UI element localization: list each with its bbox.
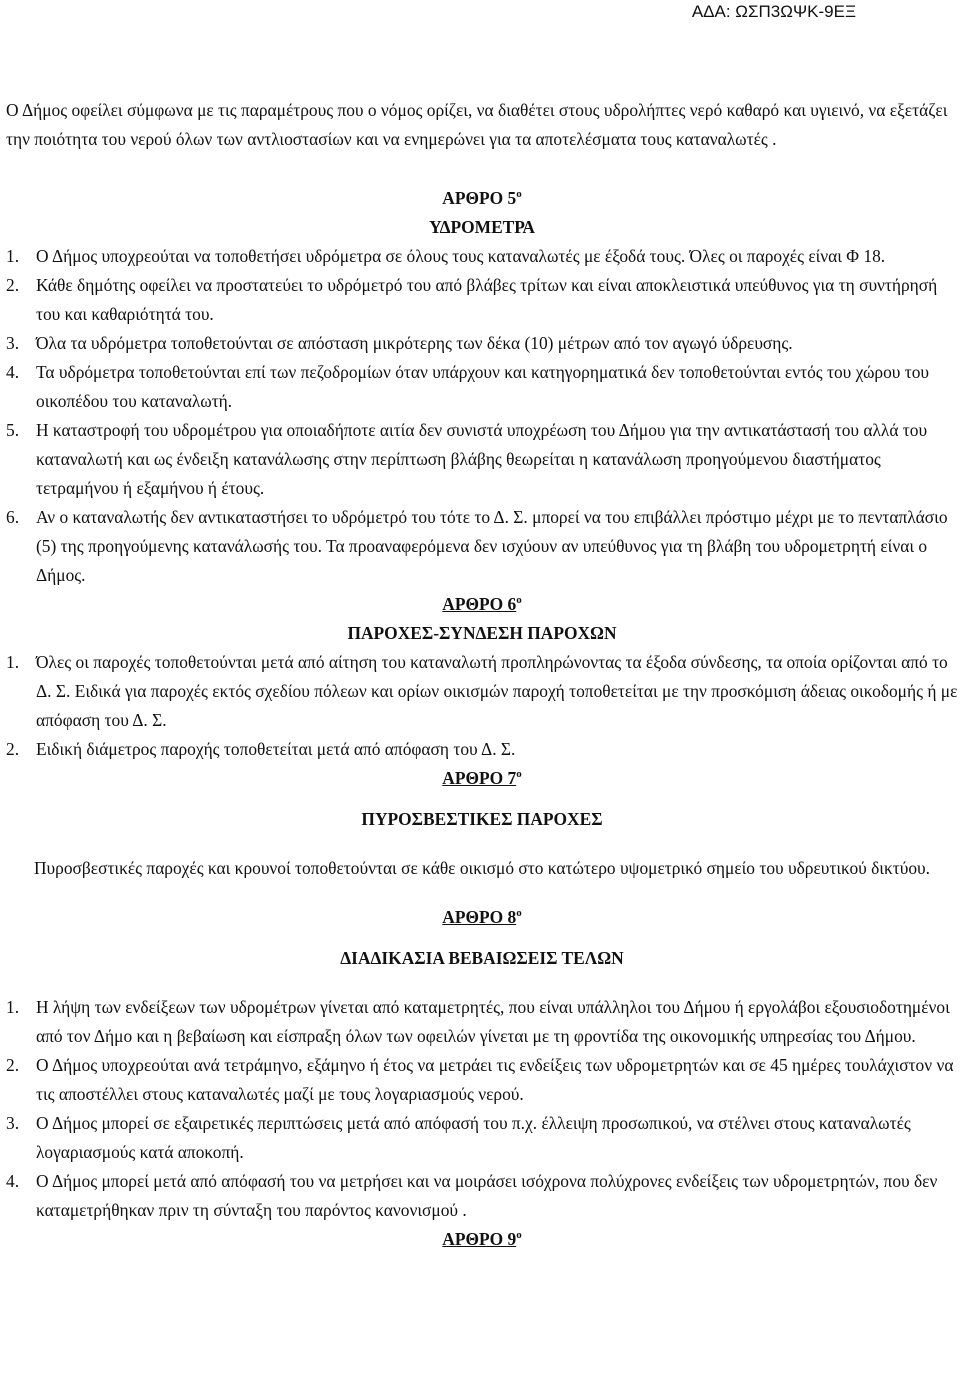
article-5-title: ΥΔΡΟΜΕΤΡΑ [429, 217, 535, 237]
article-8-item-3 [6, 1109, 958, 1167]
article-8-item-4 [6, 1167, 958, 1225]
item-number: 1. [6, 652, 20, 672]
article-6-item-1 [6, 648, 958, 735]
item-number: 2. [6, 275, 20, 295]
item-number: 3. [6, 1113, 20, 1133]
article-7-number: ΑΡΘΡΟ 7 [442, 768, 517, 788]
intro-paragraph: Ο Δήμος οφείλει σύμφωνα με τις παραμέτρους που ο νόμος ορίζει, να διαθέτει στους υδρολήπτες νερό καθαρό και υγιεινό, να εξετάζει την ποιότητα του νερού όλων των αντλιοστασίων και να ενημερώνει για τα αποτελέσματα τους καταναλωτές . [6, 100, 948, 149]
item-text: Τα υδρόμετρα τοποθετούνται επί των πεζοδρομίων όταν υπάρχουν και κατηγορηματικά δεν τοποθετούνται εντός του χώρου του οικοπέδου του καταναλωτή. [36, 362, 930, 411]
article-5-heading [6, 184, 958, 213]
item-text: Αν ο καταναλωτής δεν αντικαταστήσει το υδρόμετρό του τότε το Δ. Σ. μπορεί να του επιβάλλει πρόστιμο μέχρι με το πενταπλάσιο (5) της προηγούμενης κατανάλωσής του. Τα προαναφερόμενα δεν ισχύουν αν υπεύθυνος για τη βλάβη του υδρομετρητή είναι ο Δήμος. [36, 507, 948, 585]
article-5-number: ΑΡΘΡΟ 5 [442, 188, 517, 208]
article-7-text: Πυροσβεστικές παροχές και κρουνοί τοποθετούνται σε κάθε οικισμό στο κατώτερο υψομετρικό σημείο του υδρευτικού δικτύου. [34, 858, 930, 878]
article-7-title: ΠΥΡΟΣΒΕΣΤΙΚΕΣ ΠΑΡΟΧΕΣ [361, 809, 603, 829]
article-8 [6, 903, 958, 1225]
article-5 [6, 184, 958, 590]
item-number: 3. [6, 333, 20, 353]
article-6-heading [6, 590, 958, 619]
article-6-sup: ο [516, 594, 522, 607]
item-text: Ο Δήμος μπορεί σε εξαιρετικές περιπτώσεις μετά από απόφασή του π.χ. έλλειψη προσωπικού, να στέλνει στους καταναλωτές λογαριασμούς κατά αποκοπή. [36, 1113, 911, 1162]
document-body [6, 96, 958, 1254]
article-7-heading [6, 764, 958, 793]
item-text: Η λήψη των ενδείξεων των υδρομέτρων γίνεται από καταμετρητές, που είναι υπάλληλοι του Δήμου ή εργολάβοι εξουσιοδοτημένοι από τον Δήμο και η βεβαίωση και είσπραξη όλων των οφειλών γίνεται με τη φροντίδα της οικονομικής υπηρεσίας του Δήμου. [36, 997, 950, 1046]
article-5-item-6 [6, 503, 958, 590]
item-text: Η καταστροφή του υδρομέτρου για οποιαδήποτε αιτία δεν συνιστά υποχρέωση του Δήμου για την αντικατάστασή του αλλά του καταναλωτή και ως ένδειξη κατανάλωσης στην περίπτωση βλάβης θεωρείται η κατανάλωση προηγούμενου διαστήματος τετραμήνου ή εξαμήνου ή έτους. [36, 420, 928, 498]
ada-code: ΑΔΑ: ΩΣΠ3ΩΨΚ-9ΕΞ [691, 2, 856, 21]
article-9-heading [6, 1225, 958, 1254]
article-6 [6, 590, 958, 764]
article-6-item-2 [6, 735, 958, 764]
item-number: 2. [6, 1055, 20, 1075]
item-text: Όλα τα υδρόμετρα τοποθετούνται σε απόσταση μικρότερης των δέκα (10) μέτρων από τον αγωγό ύδρευσης. [36, 333, 793, 353]
item-number: 1. [6, 997, 20, 1017]
item-number: 1. [6, 246, 20, 266]
article-5-item-1 [6, 242, 958, 271]
article-5-sup: ο [516, 188, 522, 201]
item-number: 6. [6, 507, 20, 527]
article-5-item-3 [6, 329, 958, 358]
item-text: Ο Δήμος υποχρεούται ανά τετράμηνο, εξάμηνο ή έτος να μετράει τις ενδείξεις των υδρομετρητών και σε 45 ημέρες τουλάχιστον να τις αποστέλλει στους καταναλωτές μαζί με τους λογαριασμούς νερού. [36, 1055, 954, 1104]
item-number: 4. [6, 362, 20, 382]
article-8-sup: ο [516, 907, 522, 920]
article-8-item-1 [6, 993, 958, 1051]
article-8-heading [6, 903, 958, 932]
article-5-item-5 [6, 416, 958, 503]
article-8-title: ΔΙΑΔΙΚΑΣΙΑ ΒΕΒΑΙΩΣΕΙΣ ΤΕΛΩΝ [340, 948, 624, 968]
item-number: 4. [6, 1171, 20, 1191]
article-9-number: ΑΡΘΡΟ 9 [442, 1229, 517, 1249]
item-text: Κάθε δημότης οφείλει να προστατεύει το υδρόμετρό του από βλάβες τρίτων και είναι αποκλειστικά υπεύθυνος για τη συντήρησή του και καθαριότητά του. [36, 275, 938, 324]
article-6-number: ΑΡΘΡΟ 6 [442, 594, 517, 614]
article-5-item-2 [6, 271, 958, 329]
article-9-sup: ο [516, 1229, 522, 1242]
article-8-item-2 [6, 1051, 958, 1109]
item-text: Όλες οι παροχές τοποθετούνται μετά από αίτηση του καταναλωτή προπληρώνοντας τα έξοδα σύνδεσης, τα οποία ορίζονται από το Δ. Σ. Ειδικά για παροχές εκτός σχεδίου πόλεων και ορίων οικισμών παροχή τοποθετείται με την προσκόμιση άδειας οικοδομής ή με απόφαση του Δ. Σ. [36, 652, 958, 730]
article-9 [6, 1225, 958, 1254]
item-text: Ο Δήμος υποχρεούται να τοποθετήσει υδρόμετρα σε όλους τους καταναλωτές με έξοδά τους. Όλες οι παροχές είναι Φ 18. [36, 246, 886, 266]
article-7 [6, 764, 958, 883]
item-text: Ειδική διάμετρος παροχής τοποθετείται μετά από απόφαση του Δ. Σ. [36, 739, 516, 759]
article-5-item-4 [6, 358, 958, 416]
article-6-title: ΠΑΡΟΧΕΣ-ΣΥΝΔΕΣΗ ΠΑΡΟΧΩΝ [347, 623, 617, 643]
article-7-sup: ο [516, 768, 522, 781]
item-text: Ο Δήμος μπορεί μετά από απόφασή του να μετρήσει και να μοιράσει ισόχρονα πολύχρονες ενδείξεις των υδρομετρητών, που δεν καταμετρήθηκαν πριν τη σύνταξη του παρόντος κανονισμού . [36, 1171, 938, 1220]
item-number: 2. [6, 739, 20, 759]
article-8-number: ΑΡΘΡΟ 8 [442, 907, 517, 927]
item-number: 5. [6, 420, 20, 440]
